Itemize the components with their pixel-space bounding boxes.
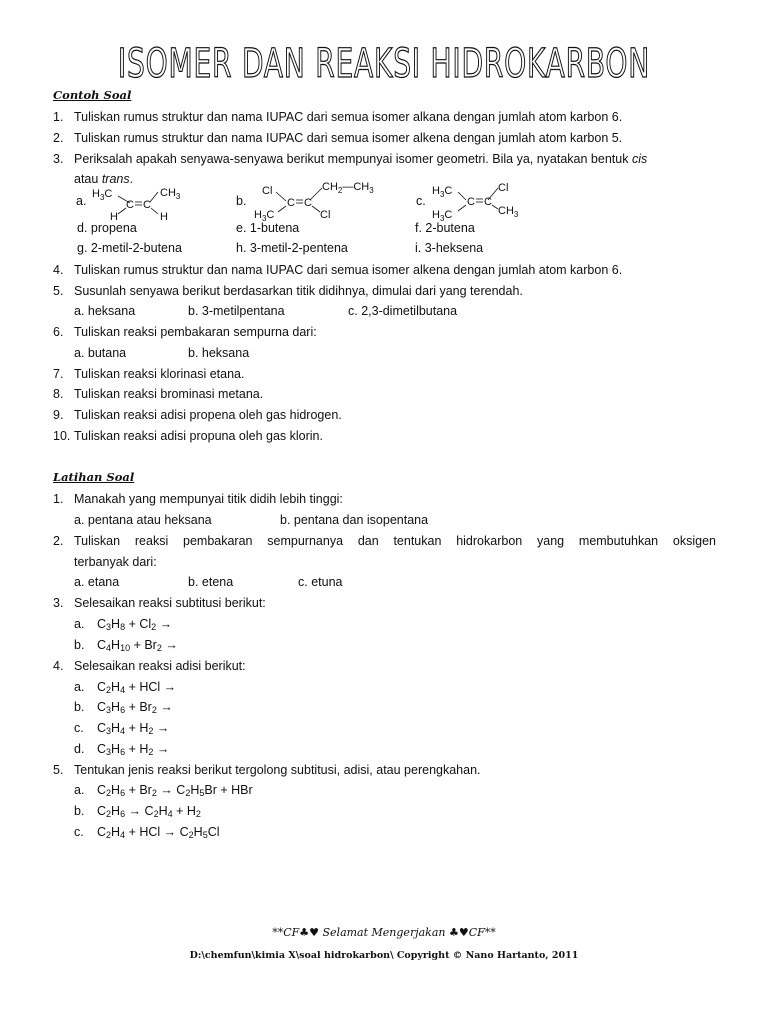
reaction-equation: $C_2H_6 + Br_2 \to C_2H_5Br$ + HBr [97,783,253,798]
question-number: 3. [53,596,64,610]
option-c: c. etuna [298,575,343,589]
question-text: Selesaikan reaksi adisi berikut: [74,659,246,673]
question-number: 3. [53,152,64,166]
svg-text:C: C [304,197,312,209]
question-text: Tuliskan reaksi brominasi metana. [74,387,264,401]
footer-copyright: D:\chemfun\kimia X\soal hidrokarbon\ Copyright © Nano Hartanto, 2011 [189,950,579,961]
option-a: a. [74,680,85,694]
svg-text:C: C [467,196,475,208]
section-heading-latihan: Latihan Soal [53,470,135,484]
option-e: e. 1-butena [236,221,300,235]
question-text: Tuliskan reaksi pembakaran sempurnanya dan tentukan hidrokarbon yang membutuhkan oksigen [74,534,716,548]
question-text: Susunlah senyawa berikut berdasarkan titik didihnya, dimulai dari yang terendah. [74,284,523,298]
document-page: ISOMER DAN REAKSI HIDROKARBON Contoh Soal 1. Tuliskan rumus struktur dan nama IUPAC dari semua isomer alkana dengan jumlah atom karbon 6. 2. Tuliskan rumus struktur dan nama IUPAC dari semua isomer alkena dengan jumlah atom karbon 5. 3. Periksalah apakah senyawa-senyawa berikut mempunyai isomer geometri. Bila ya, nyatakan bentuk cis atau trans. a. $H_3C$ $CH_3$ C C H H b. Cl $CH_2—CH_3$ C C $H_3C$ Cl c. $H_3C$ Cl C C $H_3C$ $CH_3$ d. propena e. 1-butena f. 2-butena g. 2-metil-2-butena h. 3-metil-2-pentena i. 3-heksena 4. Tuliskan rumus struktur dan nama IUPAC dari semua isomer alkena dengan jumlah atom karbon 6. 5. Susunlah senyawa berikut berdasarkan titik didihnya, dimulai dari yang terendah. a. heksana b. 3-metilpentana c. 2,3-dimetilbutana 6. Tuliskan reaksi pembakaran sempurna dari: a. butana b. heksana 7. Tuliskan reaksi klorinasi etana. 8. Tuliskan reaksi brominasi metana. 9. Tuliskan reaksi adisi propena oleh gas hidrogen. 10. Tuliskan reaksi adisi propuna oleh gas klorin. Latihan Soal 1. Manakah yang mempunyai titik didih lebih tinggi: a. pentana atau heksana b. pentana dan isopentana 2. Tuliskan reaksi pembakaran sempurnanya dan tentukan hidrokarbon yang membutuhkan oksigen terbanyak dari: a. etana b. etena c. etuna 3. Selesaikan reaksi subtitusi berikut: a. $C_3H_8 + Cl_2$ → b. $C_4H_{10} + Br_2$ → 4. Selesaikan reaksi adisi berikut: a. $C_2H_4$ + HCl → b. $C_3H_6 + Br_2$ → c. $C_3H_4 + H_2$ → d. $C_3H_6 + H_2$ → 5. Tentukan jenis reaksi berikut tergolong subtitusi, adisi, atau perengkahan. a. $C_2H_6 + Br_2 \to C_2H_5Br$ + HBr b. $C_2H_6 \to C_2H_4 + H_2$ c. $C_2H_4$ + HCl → $C_2H_5Cl$ **CF♣♥ Selamat Mengerjakan ♣♥CF** D:\chemfun\kimia X\soal hidrokarbon\ Copyright © Nano Hartanto, 2011 [0,0,768,1024]
option-c: c. [74,721,84,735]
question-text: Tentukan jenis reaksi berikut tergolong subtitusi, adisi, atau perengkahan. [74,763,481,777]
reaction-equation: $C_2H_6 \to C_2H_4 + H_2$ [97,804,201,819]
option-b: b. 3-metilpentana [188,304,285,318]
question-number: 2. [53,534,64,548]
question-number: 4. [53,659,64,673]
question-number: 9. [53,408,64,422]
question-number: 1. [53,492,64,506]
structure-b [252,178,392,225]
question-text: Manakah yang mempunyai titik didih lebih tinggi: [74,492,343,506]
cis-word: cis [631,152,648,166]
reaction-equation: $C_3H_6 + Br_2$ → [97,700,173,715]
atom-label: H [160,211,168,223]
atom-label: H [110,211,118,223]
question-text: Tuliskan rumus struktur dan nama IUPAC dari semua isomer alkena dengan jumlah atom karbon 6. [74,263,623,277]
option-b: b. [74,700,85,714]
svg-text:H3C: $H_3C$ [254,209,275,222]
svg-text:Cl: Cl [320,209,331,221]
option-h: h. 3-metil-2-pentena [236,241,348,255]
page-title: ISOMER DAN REAKSI HIDROKARBON [117,41,651,87]
reaction-equation: $C_3H_8 + Cl_2$ → [97,617,173,632]
reaction-equation: $C_3H_6 + H_2$ → [97,742,170,757]
option-a: a. butana [74,346,127,360]
option-a: a. pentana atau heksana [74,513,212,527]
question-number: 2. [53,131,64,145]
svg-text:CH3: $CH_3$ [498,205,519,219]
option-c: c. 2,3-dimetilbutana [348,304,458,318]
svg-text:H3C: $H_3C$ [432,185,453,199]
option-b: b. [74,804,85,818]
svg-text:CH2—CH3: $CH_2—CH_3$ [322,181,374,195]
option-label-b: b. [236,194,247,208]
option-f: f. 2-butena [415,221,475,235]
option-g: g. 2-metil-2-butena [77,241,182,255]
question-text: Periksalah apakah senyawa-senyawa berikut mempunyai isomer geometri. Bila ya, nyatakan bentuk cis [74,152,648,166]
structure-c [430,178,540,225]
option-d: d. propena [77,221,137,235]
question-number: 10. [53,429,71,443]
svg-text:Cl: Cl [498,182,509,194]
question-text: Tuliskan reaksi adisi propuna oleh gas klorin. [74,429,323,443]
trans-word: trans [101,172,130,186]
question-number: 7. [53,367,64,381]
question-number: 5. [53,284,64,298]
reaction-equation: $C_4H_{10} + Br_2$ → [97,638,178,653]
reaction-equation: $C_2H_4$ + HCl → [97,680,177,695]
atom-label: $CH_3$ [160,187,181,201]
question-text: Tuliskan reaksi klorinasi etana. [74,367,245,381]
reaction-equation: $C_2H_4$ + HCl → $C_2H_5Cl$ [97,825,220,840]
svg-text:Cl: Cl [262,185,273,197]
svg-text:C: C [143,199,151,211]
option-i: i. 3-heksena [415,241,484,255]
svg-text:H3C: $H_3C$ [432,209,453,222]
option-a: a. heksana [74,304,136,318]
question-text: Tuliskan reaksi adisi propena oleh gas hidrogen. [74,408,342,422]
reaction-equation: $C_3H_4 + H_2$ → [97,721,170,736]
option-label-a: a. [76,194,87,208]
section-heading-contoh: Contoh Soal [53,88,132,102]
svg-text:C: C [484,196,492,208]
footer-greeting: **CF♣♥ Selamat Mengerjakan ♣♥CF** [272,926,496,939]
question-number: 5. [53,763,64,777]
option-b: b. heksana [188,346,250,360]
question-text: Tuliskan rumus struktur dan nama IUPAC dari semua isomer alkana dengan jumlah atom karbon 6. [74,110,623,124]
double-bond-label: C [126,199,134,211]
svg-text:C: C [287,197,295,209]
option-b: b. [74,638,85,652]
option-a: a. [74,783,85,797]
question-text: Tuliskan rumus struktur dan nama IUPAC dari semua isomer alkena dengan jumlah atom karbon 5. [74,131,623,145]
question-number: 6. [53,325,64,339]
question-text: Selesaikan reaksi subtitusi berikut: [74,596,266,610]
option-a: a. [74,617,85,631]
atom-label: $H_3C$ [92,188,113,202]
option-b: b. etena [188,575,234,589]
question-text: Tuliskan reaksi pembakaran sempurna dari: [74,325,317,339]
option-b: b. pentana dan isopentana [280,513,429,527]
option-d: d. [74,742,85,756]
question-number: 8. [53,387,64,401]
option-c: c. [74,825,84,839]
question-number: 1. [53,110,64,124]
option-label-c: c. [416,194,426,208]
question-number: 4. [53,263,64,277]
option-a: a. etana [74,575,120,589]
